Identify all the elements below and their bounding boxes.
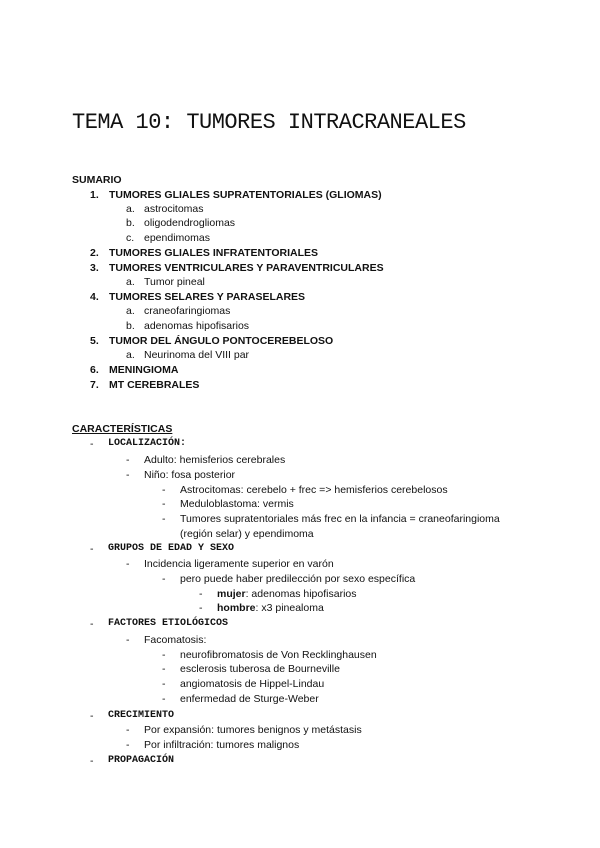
bullet-item	[126, 557, 334, 571]
dash-marker: -	[162, 693, 166, 705]
bullet-text: Por expansión: tumores benignos y metástasis	[144, 724, 362, 736]
bullet-text: : adenomas hipofisarios	[245, 588, 357, 600]
sumario-item-2	[90, 246, 319, 260]
sumario-item-label: MENINGIOMA	[109, 364, 179, 376]
dash-marker: -	[162, 498, 166, 510]
bullet-item	[126, 723, 362, 737]
bullet-item	[199, 601, 324, 615]
dash-marker: -	[126, 558, 130, 570]
sumario-item-label: MT CEREBRALES	[109, 379, 200, 391]
bullet-text: angiomatosis de Hippel-Lindau	[180, 678, 325, 690]
dash-marker: -	[199, 602, 203, 614]
bullet-item	[126, 453, 286, 467]
sumario-item-label: TUMORES GLIALES SUPRATENTORIALES (GLIOMAS)	[109, 189, 382, 201]
dash-marker: -	[126, 724, 130, 736]
bullet-crecimiento	[90, 709, 175, 723]
sumario-item-label: TUMORES GLIALES INFRATENTORIALES	[109, 247, 319, 259]
bullet-text: Niño: fosa posterior	[144, 469, 236, 481]
section-label: FACTORES ETIOLÓGICOS	[108, 618, 229, 629]
sumario-subitem-letter: a.	[126, 305, 135, 317]
dash-marker: -	[126, 454, 130, 466]
sumario-subitem-letter: b.	[126, 217, 135, 229]
bullet-item	[126, 468, 236, 482]
bullet-item	[126, 738, 300, 752]
sumario-subitem-letter: a.	[126, 276, 135, 288]
bullet-text: Incidencia ligeramente superior en varón	[144, 558, 334, 570]
sumario-subitem-text: oligodendrogliomas	[144, 217, 236, 229]
sumario-item-number: 5.	[90, 335, 99, 347]
sumario-item-4	[90, 290, 306, 304]
sumario-item-label: TUMORES VENTRICULARES Y PARAVENTRICULARES	[109, 262, 384, 274]
dash-marker: -	[162, 663, 166, 675]
dash-marker: -	[162, 573, 166, 585]
bullet-item	[162, 497, 294, 511]
dash-marker: -	[162, 484, 166, 496]
sumario-subitem-text: Neurinoma del VIII par	[144, 349, 250, 361]
bullet-text: Astrocitomas: cerebelo + frec => hemisferios cerebelosos	[180, 484, 448, 496]
bullet-localizacion	[90, 437, 187, 451]
bullet-text: Por infiltración: tumores malignos	[144, 739, 300, 751]
sumario-item-number: 7.	[90, 379, 99, 391]
section-label: CRECIMIENTO	[108, 710, 175, 721]
bullet-text: Adulto: hemisferios cerebrales	[144, 454, 286, 466]
bullet-item	[162, 677, 325, 691]
sumario-subitem-letter: b.	[126, 320, 135, 332]
sumario-item-number: 3.	[90, 262, 99, 274]
caracteristicas-heading: CARACTERÍSTICAS	[72, 423, 173, 435]
sumario-subitem-text: Tumor pineal	[144, 276, 205, 288]
bullet-item	[199, 587, 357, 601]
sumario-subitem	[126, 231, 210, 245]
sumario-subitem-text: adenomas hipofisarios	[144, 320, 250, 332]
bullet-item	[162, 483, 448, 497]
sumario-item-number: 2.	[90, 247, 99, 259]
bullet-item	[162, 692, 319, 706]
dash-marker: -	[90, 755, 94, 767]
bullet-item	[162, 572, 416, 586]
sumario-item-number: 4.	[90, 291, 99, 303]
sumario-subitem	[126, 304, 231, 318]
page-title: TEMA 10: TUMORES INTRACRANEALES	[72, 110, 466, 135]
sumario-item-label: TUMORES SELARES Y PARASELARES	[109, 291, 306, 303]
sumario-subitem-text: ependimomas	[144, 232, 210, 244]
sumario-subitem	[126, 216, 236, 230]
bold-term: mujer	[217, 588, 246, 600]
sumario-subitem	[126, 348, 250, 362]
bullet-text: : x3 pinealoma	[255, 602, 324, 614]
bullet-item	[162, 662, 340, 676]
bullet-text-continuation: (región selar) y ependimoma	[180, 528, 314, 540]
sumario-heading: SUMARIO	[72, 174, 122, 186]
bullet-text: pero puede haber predilección por sexo específica	[180, 573, 416, 585]
sumario-item-label: TUMOR DEL ÁNGULO PONTOCEREBELOSO	[109, 335, 334, 347]
bullet-grupos	[90, 542, 235, 556]
bullet-item	[162, 648, 377, 662]
sumario-subitem	[126, 202, 204, 216]
sumario-item-5	[90, 334, 334, 348]
sumario-item-6	[90, 363, 179, 377]
bullet-text: Meduloblastoma: vermis	[180, 498, 294, 510]
bullet-propagacion	[90, 754, 175, 768]
sumario-item-7	[90, 378, 200, 392]
sumario-subitem-letter: c.	[126, 232, 135, 244]
dash-marker: -	[126, 739, 130, 751]
dash-marker: -	[199, 588, 203, 600]
sumario-subitem	[126, 275, 205, 289]
section-label: GRUPOS DE EDAD Y SEXO	[108, 543, 235, 554]
sumario-subitem-text: astrocitomas	[144, 203, 204, 215]
bullet-item	[126, 633, 207, 647]
bullet-text: esclerosis tuberosa de Bourneville	[180, 663, 340, 675]
dash-marker: -	[90, 618, 94, 630]
bullet-factores	[90, 617, 229, 631]
dash-marker: -	[162, 649, 166, 661]
bold-term: hombre	[217, 602, 256, 614]
sumario-item-number: 6.	[90, 364, 99, 376]
sumario-subitem-text: craneofaringiomas	[144, 305, 231, 317]
sumario-subitem-letter: a.	[126, 203, 135, 215]
sumario-subitem-letter: a.	[126, 349, 135, 361]
sumario-item-number: 1.	[90, 189, 99, 201]
sumario-subitem	[126, 319, 250, 333]
sumario-item-1	[90, 188, 382, 202]
bullet-item	[162, 512, 500, 526]
sumario-item-3	[90, 261, 384, 275]
section-label: PROPAGACIÓN	[108, 755, 175, 766]
bullet-text: Tumores supratentoriales más frec en la infancia = craneofaringioma	[180, 513, 500, 525]
dash-marker: -	[90, 438, 94, 450]
dash-marker: -	[126, 469, 130, 481]
dash-marker: -	[162, 513, 166, 525]
bullet-text: Facomatosis:	[144, 634, 207, 646]
section-label: LOCALIZACIÓN:	[108, 438, 187, 449]
dash-marker: -	[162, 678, 166, 690]
dash-marker: -	[90, 710, 94, 722]
bullet-text: enfermedad de Sturge-Weber	[180, 693, 319, 705]
dash-marker: -	[90, 543, 94, 555]
bullet-text: neurofibromatosis de Von Recklinghausen	[180, 649, 377, 661]
dash-marker: -	[126, 634, 130, 646]
